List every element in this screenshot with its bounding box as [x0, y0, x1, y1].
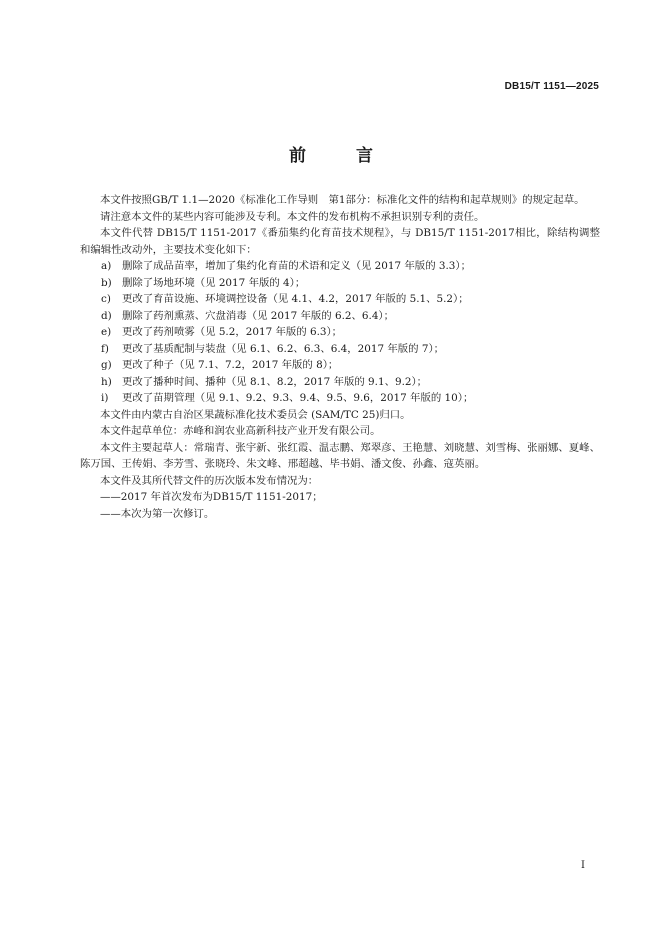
page-number: I	[581, 860, 585, 871]
change-item	[80, 390, 600, 407]
paragraph-committee: 本文件由内蒙古自治区果蔬标准化技术委员会 (SAM/TC 25)归口。	[100, 408, 411, 421]
change-item-mark: f)	[101, 342, 109, 355]
change-item-text: 更改了育苗设施、环境调控设备（见 4.1、4.2，2017 年版的 5.1、5.2）；	[122, 293, 469, 305]
change-item	[80, 291, 600, 308]
paragraph-drafters: 本文件主要起草人：常瑞青、张宇新、张红霞、温志鹏、郑翠彦、王艳慧、刘晓慧、刘雪梅、张丽娜、夏峰、陈万国、王传娟、李芳雪、张晓玲、朱文峰、邢超越、毕书娟、潘文俊、孙鑫、寇英丽。	[80, 441, 600, 470]
paragraph-drafting-unit: 本文件起草单位：赤峰和润农业高新科技产业开发有限公司。	[100, 425, 381, 437]
page-title: 前 言	[289, 146, 395, 166]
standard-code: DB15/T 1151—2025	[504, 81, 599, 92]
change-item	[80, 258, 600, 275]
change-item-mark: b)	[101, 276, 112, 289]
change-item-mark: i)	[101, 392, 109, 404]
change-item-mark: e)	[101, 326, 112, 338]
change-item-text: 更改了基质配制与装盘（见 6.1、6.2、6.3、6.4，2017 年版的 7）；	[122, 342, 445, 355]
change-item	[80, 324, 600, 341]
change-item-text: 更改了种子（见 7.1、7.2，2017 年版的 8）；	[122, 359, 339, 371]
paragraph-patent-notice: 请注意本文件的某些内容可能涉及专利。本文件的发布机构不承担识别专利的责任。	[100, 210, 485, 223]
change-item-text: 删除了成品苗率，增加了集约化育苗的术语和定义（见 2017 年版的 3.3）；	[122, 260, 472, 272]
change-item-text: 更改了苗期管理（见 9.1、9.2、9.3、9.4、9.5、9.6，2017 年版的 10）；	[122, 392, 474, 404]
change-item	[80, 357, 600, 374]
change-item-mark: g)	[101, 359, 112, 371]
change-item	[80, 275, 600, 292]
history-item-first: ——2017 年首次发布为DB15/T 1151-2017；	[100, 491, 323, 503]
change-item-text: 更改了药剂喷雾（见 5.2，2017 年版的 6.3）；	[122, 326, 343, 338]
history-item-revision: ——本次为第一次修订。	[100, 507, 215, 520]
change-item-mark: h)	[101, 375, 112, 388]
paragraph-history-intro: 本文件及其所代替文件的历次版本发布情况为：	[100, 474, 319, 487]
change-item-mark: a)	[101, 260, 112, 272]
change-item-text: 更改了播种时间、播种（见 8.1、8.2，2017 年版的 9.1、9.2）；	[122, 375, 428, 388]
change-item-text: 删除了场地环境（见 2017 年版的 4）；	[122, 276, 306, 289]
paragraph-drafting-rules: 本文件按照GB/T 1.1—2020《标准化工作导则 第1部分：标准化文件的结构和起草规则》的规定起草。	[100, 194, 585, 206]
paragraph-replacement: 本文件代替 DB15/T 1151-2017《番茄集约化育苗技术规程》，与 DB15/T 1151-2017相比，除结构调整和编辑性改动外，主要技术变化如下：	[80, 227, 600, 256]
change-item	[80, 341, 600, 358]
change-item-mark: c)	[101, 293, 111, 305]
change-item	[80, 374, 600, 391]
change-item-mark: d)	[101, 309, 112, 322]
change-item	[80, 308, 600, 325]
change-item-text: 删除了药剂熏蒸、穴盘消毒（见 2017 年版的 6.2、6.4）；	[122, 309, 395, 322]
foreword-body	[80, 192, 600, 522]
